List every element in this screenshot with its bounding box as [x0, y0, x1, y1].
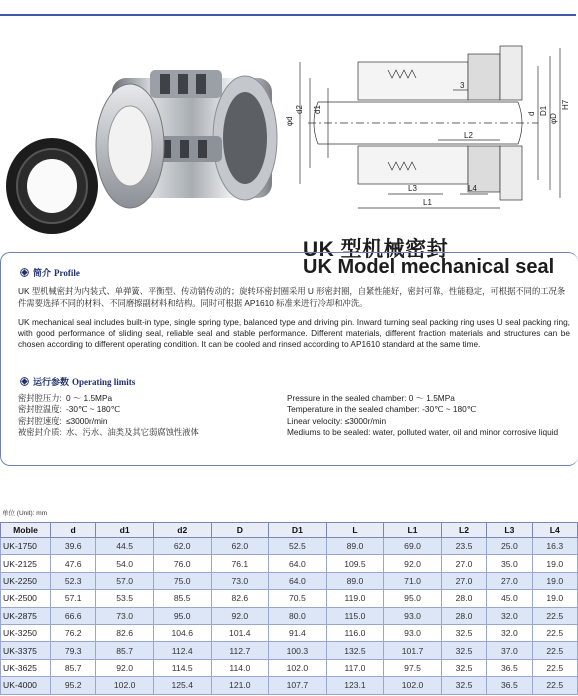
table-cell: 36.5: [487, 677, 532, 694]
label-3: 3: [460, 81, 465, 90]
table-row: [1, 642, 578, 659]
label-H7: H7: [561, 99, 570, 110]
table-cell: 85.7: [96, 642, 154, 659]
limit-row: [18, 393, 199, 404]
table-cell: 32.5: [441, 677, 486, 694]
limit-key: 被密封介质:: [18, 427, 62, 438]
table-row: [1, 659, 578, 676]
col-header: L4: [532, 523, 577, 538]
profile-heading: [20, 266, 80, 279]
table-cell: 93.0: [384, 624, 442, 641]
limit-row-en: Linear velocity: ≤3000r/min: [287, 415, 387, 426]
product-photo: [0, 48, 285, 233]
spec-table: [0, 522, 578, 695]
col-header: Moble: [1, 523, 51, 538]
table-cell: 85.5: [153, 590, 211, 607]
table-cell: 22.5: [532, 659, 577, 676]
model-cell: UK-1750: [1, 538, 51, 555]
limit-row: [18, 404, 199, 415]
table-cell: 39.6: [51, 538, 96, 555]
table-cell: 71.0: [384, 572, 442, 589]
table-cell: 80.0: [269, 607, 327, 624]
table-cell: 93.0: [384, 607, 442, 624]
table-cell: 66.6: [51, 607, 96, 624]
table-cell: 116.0: [326, 624, 384, 641]
table-cell: 125.4: [153, 677, 211, 694]
table-cell: 28.0: [441, 607, 486, 624]
table-cell: 52.3: [51, 572, 96, 589]
table-cell: 79.3: [51, 642, 96, 659]
table-cell: 115.0: [326, 607, 384, 624]
table-cell: 70.5: [269, 590, 327, 607]
table-cell: 37.0: [487, 642, 532, 659]
model-cell: UK-4000: [1, 677, 51, 694]
table-cell: 22.5: [532, 624, 577, 641]
table-cell: 112.4: [153, 642, 211, 659]
table-cell: 32.5: [441, 659, 486, 676]
table-cell: 57.1: [51, 590, 96, 607]
table-cell: 132.5: [326, 642, 384, 659]
table-cell: 22.5: [532, 677, 577, 694]
table-cell: 19.0: [532, 555, 577, 572]
table-row: [1, 538, 578, 555]
model-cell: UK-3375: [1, 642, 51, 659]
label-phi-d: φd: [285, 116, 294, 126]
col-header: L: [326, 523, 384, 538]
model-cell: UK-2250: [1, 572, 51, 589]
table-cell: 91.4: [269, 624, 327, 641]
limit-value: ≤3000r/min: [66, 415, 108, 426]
table-cell: 19.0: [532, 590, 577, 607]
table-cell: 73.0: [211, 572, 269, 589]
table-cell: 102.0: [269, 659, 327, 676]
table-cell: 112.7: [211, 642, 269, 659]
table-cell: 22.5: [532, 607, 577, 624]
table-cell: 25.0: [487, 538, 532, 555]
table-cell: 16.3: [532, 538, 577, 555]
limit-value: 水、污水、油类及其它弱腐蚀性液体: [66, 427, 199, 438]
label-L4: L4: [468, 184, 477, 193]
table-cell: 82.6: [211, 590, 269, 607]
diamond-bullet-icon: [20, 268, 29, 277]
table-cell: 100.3: [269, 642, 327, 659]
model-cell: UK-2500: [1, 590, 51, 607]
label-d: d: [527, 111, 536, 116]
table-cell: 32.5: [441, 642, 486, 659]
limit-row: [18, 427, 199, 438]
table-row: [1, 555, 578, 572]
table-cell: 121.0: [211, 677, 269, 694]
limits-heading-en: Operating limits: [72, 376, 136, 387]
table-cell: 102.0: [96, 677, 154, 694]
table-row: [1, 590, 578, 607]
table-cell: 53.5: [96, 590, 154, 607]
table-cell: 92.0: [96, 659, 154, 676]
table-cell: 92.0: [384, 555, 442, 572]
table-cell: 85.7: [51, 659, 96, 676]
model-cell: UK-3250: [1, 624, 51, 641]
diamond-bullet-icon: [20, 377, 29, 386]
table-cell: 89.0: [326, 572, 384, 589]
table-cell: 73.0: [96, 607, 154, 624]
table-cell: 44.5: [96, 538, 154, 555]
limit-value: 0 ～ 1.5MPa: [66, 393, 113, 403]
col-header: d2: [153, 523, 211, 538]
col-header: L2: [441, 523, 486, 538]
table-cell: 92.0: [211, 607, 269, 624]
table-cell: 82.6: [96, 624, 154, 641]
unit-note: 单位 (Unit): mm: [2, 510, 48, 517]
limit-row-en: Temperature in the sealed chamber: -30℃ ~ 180℃: [287, 404, 477, 415]
table-cell: 101.7: [384, 642, 442, 659]
table-cell: 76.2: [51, 624, 96, 641]
table-cell: 64.0: [269, 572, 327, 589]
model-cell: UK-2875: [1, 607, 51, 624]
table-cell: 76.0: [153, 555, 211, 572]
table-cell: 75.0: [153, 572, 211, 589]
table-cell: 95.0: [384, 590, 442, 607]
table-cell: 95.2: [51, 677, 96, 694]
table-row: [1, 624, 578, 641]
label-D: φD: [549, 113, 558, 124]
table-cell: 119.0: [326, 590, 384, 607]
limits-heading: [20, 375, 135, 388]
table-cell: 117.0: [326, 659, 384, 676]
table-cell: 123.1: [326, 677, 384, 694]
profile-heading-cn: 简介: [33, 268, 52, 278]
limit-key: 密封腔压力:: [18, 393, 62, 403]
limit-row-en: Pressure in the sealed chamber: 0 ～ 1.5MPa: [287, 393, 455, 403]
profile-heading-en: Profile: [54, 267, 80, 278]
table-cell: 114.0: [211, 659, 269, 676]
table-cell: 52.5: [269, 538, 327, 555]
limit-key: 密封腔速度:: [18, 415, 62, 426]
profile-text-en: UK mechanical seal includes built-in type, single spring type, balanced type and driving pin. Inward turning seal packing ring uses U seal packing ring, with good performance of sliding seal, reliable seal and stable performance. Different materials, different fraction materials and structures can be chosen according to different operating condition. It can be cooled and rinsed according to AP1610 standard at the same time.: [18, 317, 570, 350]
table-cell: 27.0: [441, 555, 486, 572]
label-L2: L2: [464, 131, 473, 140]
table-cell: 28.0: [441, 590, 486, 607]
table-cell: 23.5: [441, 538, 486, 555]
table-cell: 107.7: [269, 677, 327, 694]
top-rule: [0, 14, 576, 16]
table-cell: 45.0: [487, 590, 532, 607]
title-chinese: UK 型机械密封: [303, 238, 449, 261]
table-cell: 36.5: [487, 659, 532, 676]
table-cell: 64.0: [269, 555, 327, 572]
limit-value: -30℃ ~ 180℃: [66, 404, 120, 415]
col-header: D1: [269, 523, 327, 538]
table-cell: 95.0: [153, 607, 211, 624]
limit-key: 密封腔温度:: [18, 404, 62, 415]
table-cell: 35.0: [487, 555, 532, 572]
table-header-row: [1, 523, 578, 538]
table-cell: 27.0: [487, 572, 532, 589]
table-cell: 114.5: [153, 659, 211, 676]
limit-row-en: Mediums to be sealed: water, polluted water, oil and minor corrosive liquid: [287, 427, 559, 438]
col-header: D: [211, 523, 269, 538]
table-cell: 32.0: [487, 607, 532, 624]
col-header: L3: [487, 523, 532, 538]
col-header: d1: [96, 523, 154, 538]
limits-list-cn: [18, 393, 199, 439]
table-cell: 27.0: [441, 572, 486, 589]
table-cell: 109.5: [326, 555, 384, 572]
table-cell: 19.0: [532, 572, 577, 589]
limit-row: [18, 416, 199, 427]
table-cell: 102.0: [384, 677, 442, 694]
table-cell: 69.0: [384, 538, 442, 555]
col-header: L1: [384, 523, 442, 538]
table-cell: 62.0: [153, 538, 211, 555]
table-cell: 32.5: [441, 624, 486, 641]
table-row: [1, 607, 578, 624]
label-D1: D1: [539, 105, 548, 116]
table-row: [1, 572, 578, 589]
table-cell: 97.5: [384, 659, 442, 676]
table-cell: 76.1: [211, 555, 269, 572]
table-cell: 89.0: [326, 538, 384, 555]
table-cell: 22.5: [532, 642, 577, 659]
model-cell: UK-3625: [1, 659, 51, 676]
label-d2: d2: [295, 105, 304, 114]
profile-text-cn: UK 型机械密封为内装式、单弹簧、平衡型、传动销传动的；旋转环密封圈采用 U 形密封圈，自紧性能好，密封可靠，性能稳定，可根据不同的工况条件需要选择不同的材料、不同磨擦副材料和结构。同时可根据 AP1610 标准来进行冷却和冲洗。: [18, 286, 566, 308]
limits-heading-cn: 运行参数: [33, 377, 70, 387]
table-cell: 101.4: [211, 624, 269, 641]
col-header: d: [51, 523, 96, 538]
table-cell: 54.0: [96, 555, 154, 572]
table-cell: 47.6: [51, 555, 96, 572]
technical-drawing: [285, 44, 576, 216]
label-L1: L1: [423, 198, 432, 207]
label-L3: L3: [408, 184, 417, 193]
table-cell: 32.0: [487, 624, 532, 641]
table-cell: 57.0: [96, 572, 154, 589]
title-english: UK Model mechanical seal: [303, 256, 555, 278]
limits-list-en: [287, 393, 567, 439]
model-cell: UK-2125: [1, 555, 51, 572]
label-d1: d1: [313, 105, 322, 114]
table-cell: 62.0: [211, 538, 269, 555]
table-cell: 104.6: [153, 624, 211, 641]
table-row: [1, 677, 578, 694]
